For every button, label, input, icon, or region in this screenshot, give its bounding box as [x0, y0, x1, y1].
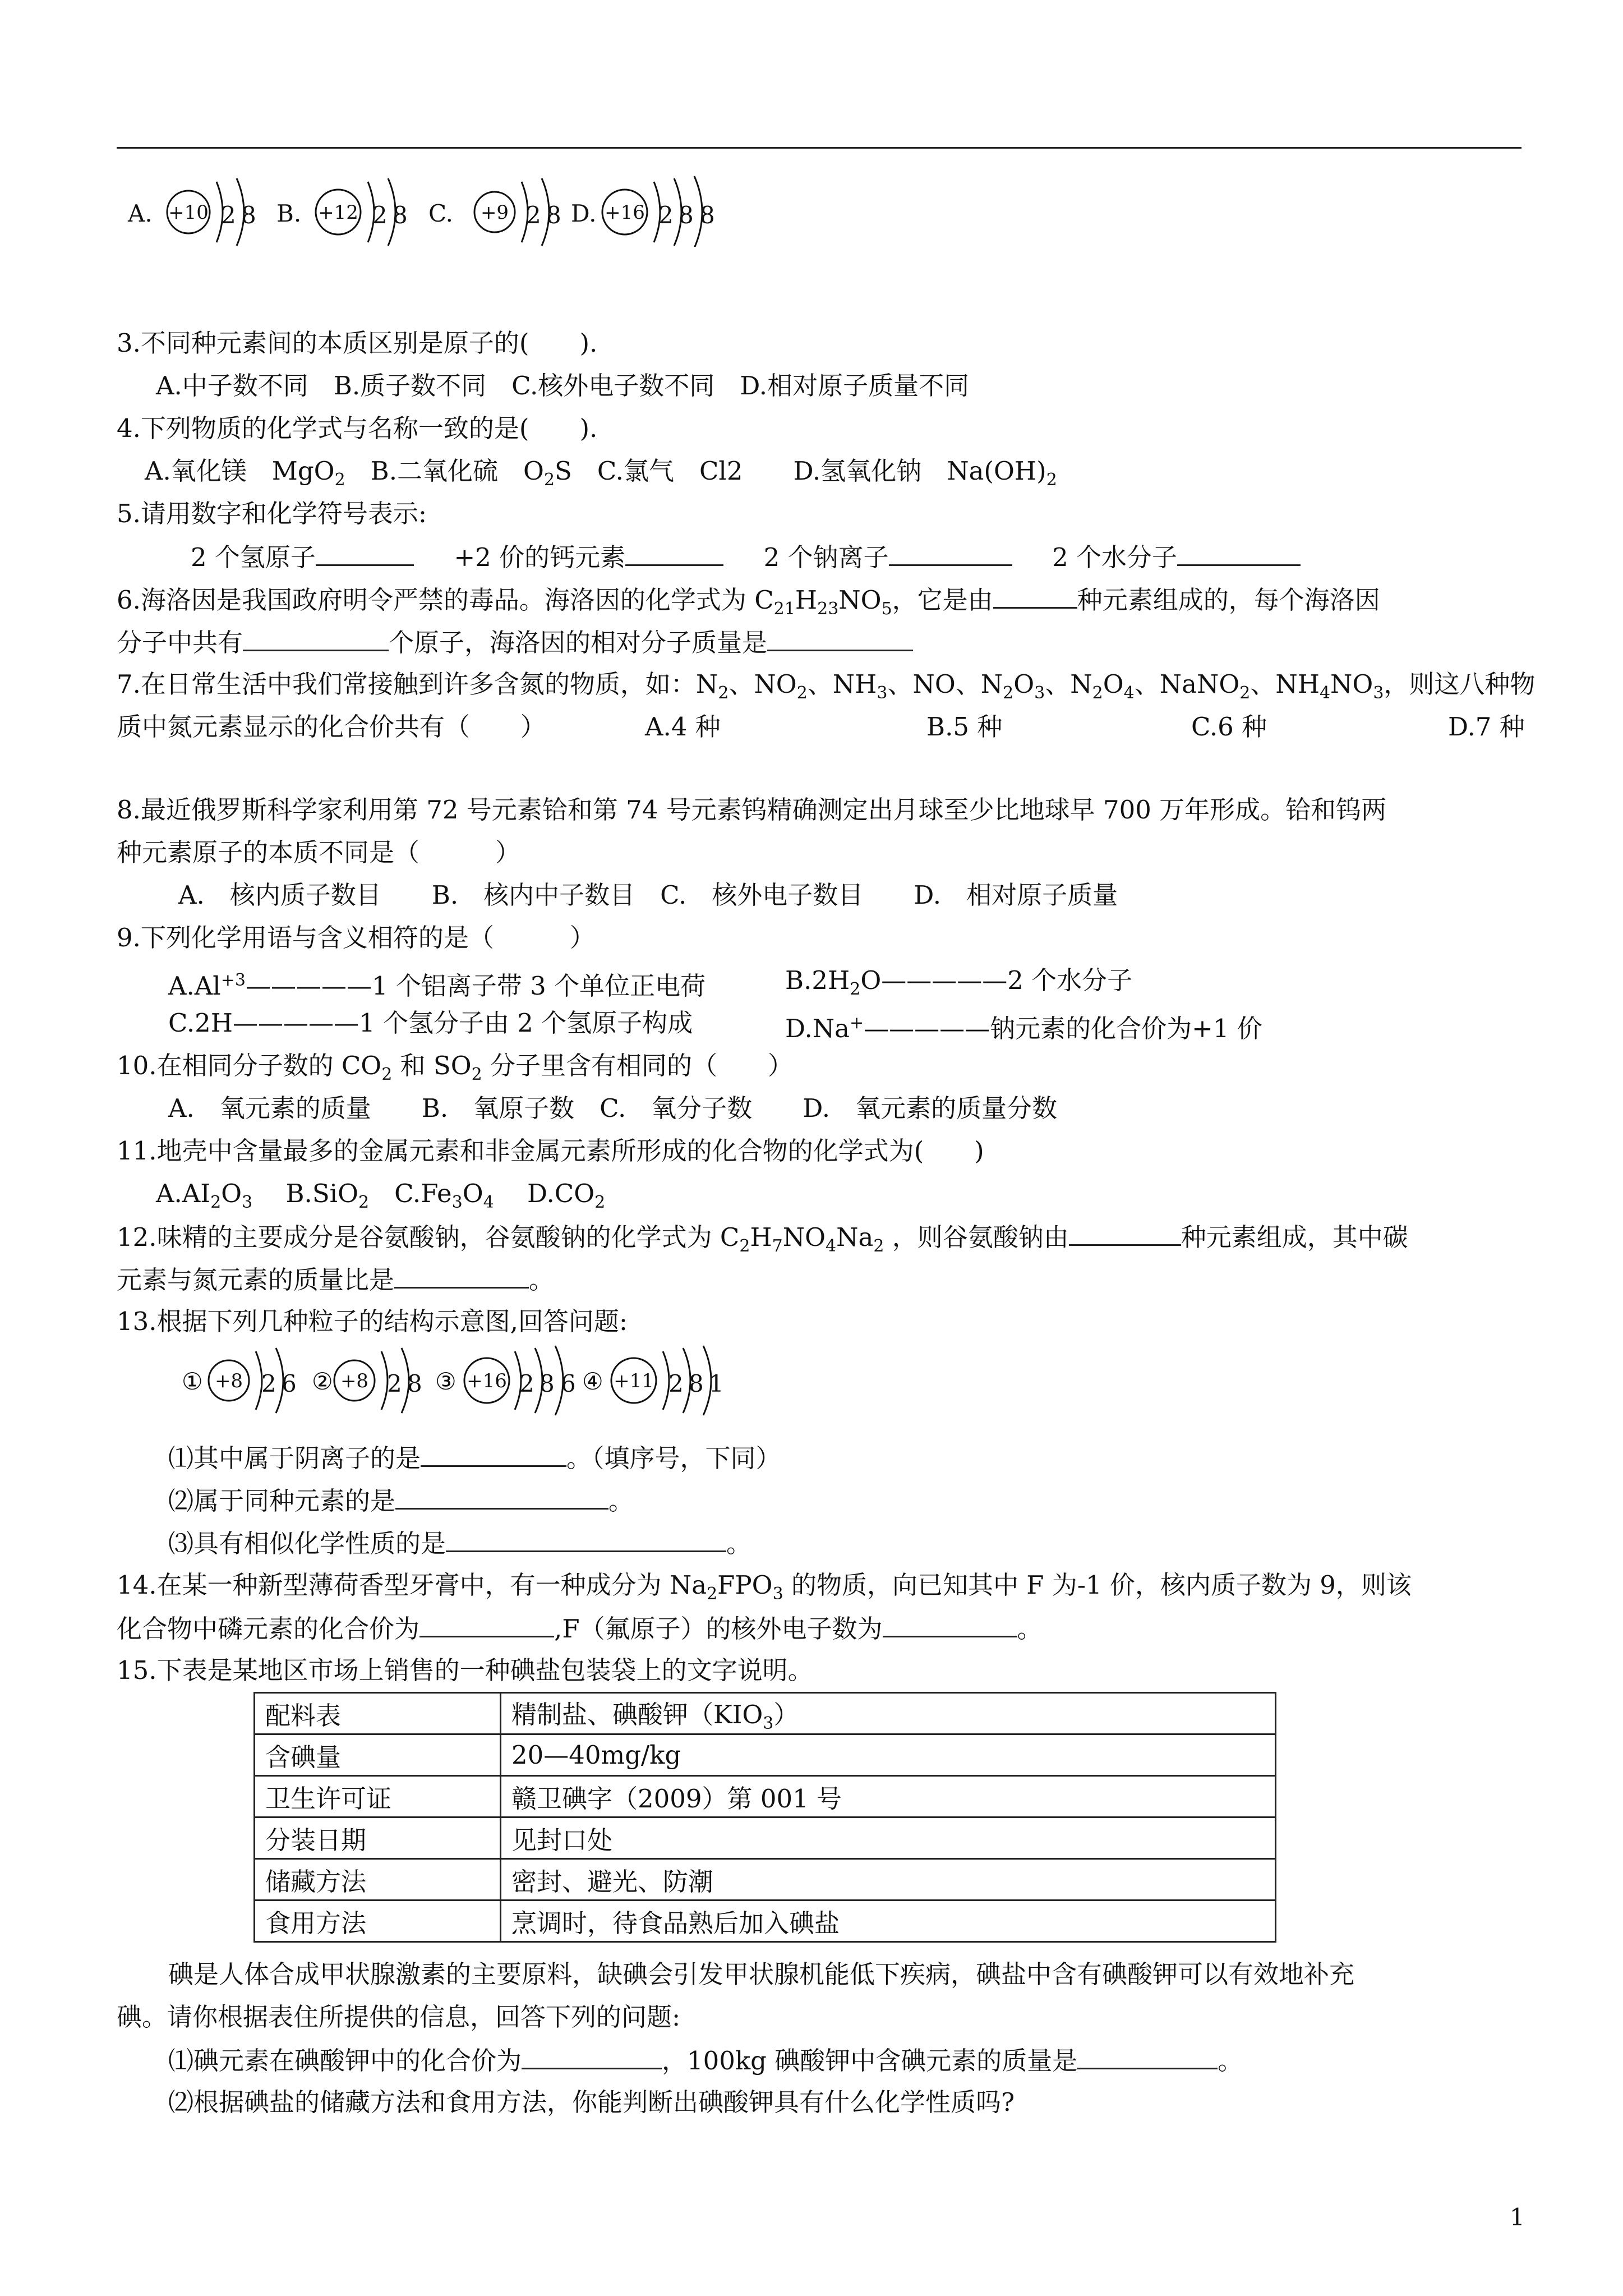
q13-stem: 13.根据下列几种粒子的结构示意图,回答问题: — [117, 1306, 628, 1336]
svg-text:2: 2 — [261, 1370, 276, 1397]
q5-item-3: 2 个钠离子 — [763, 542, 889, 572]
q3-stem: 3.不同种元素间的本质区别是原子的( ). — [117, 328, 598, 358]
svg-text:2: 2 — [372, 201, 388, 229]
svg-text:6: 6 — [561, 1370, 576, 1397]
q13-particle-4-label: ④ — [582, 1368, 603, 1395]
q6-line-2 — [117, 625, 913, 660]
q2-option-c-label: C. — [428, 200, 453, 227]
q15-sub-2: ⑵根据碘盐的储藏方法和食用方法，你能判断出碘酸钾具有什么化学性质吗? — [168, 2087, 1015, 2117]
svg-text:+11: +11 — [614, 1370, 654, 1392]
q14-line-2-a: 化合物中磷元素的化合价为 — [117, 1614, 420, 1644]
header-rule — [117, 147, 1521, 149]
q14-line-2 — [117, 1611, 1043, 1646]
q11-stem: 11.地壳中含量最多的金属元素和非金属元素所形成的化合物的化学式为( ) — [117, 1136, 984, 1166]
q13-particle-1-label: ① — [182, 1368, 203, 1395]
q11-options: $A.AI_2O_3$ B.SiO$_2$ $C.Fe_3O_4$ $D.CO_2$ — [156, 1179, 606, 1212]
table-row — [255, 1859, 1276, 1901]
table-cell: 赣卫碘字（2009）第 001 号 — [501, 1776, 1276, 1818]
q6-line-2-b: 个原子，海洛因的相对分子质量是 — [389, 628, 768, 657]
svg-text:1: 1 — [709, 1370, 724, 1397]
svg-text:8: 8 — [393, 201, 408, 229]
q10-options: A. 氧元素的质量 B. 氧原子数 C. 氧分子数 D. 氧元素的质量分数 — [168, 1093, 1058, 1123]
svg-text:+10: +10 — [168, 201, 209, 224]
svg-text:8: 8 — [700, 201, 715, 229]
q13-sub-1-b: 。（填序号，下同） — [566, 1443, 781, 1473]
svg-text:+16: +16 — [467, 1370, 507, 1392]
q13-sub-2-b: 。 — [608, 1486, 634, 1516]
q8-line-1: 8.最近俄罗斯科学家利用第 72 号元素铪和第 74 号元素钨精确测定出月球至少比地球早 700 万年形成。铪和钨两 — [117, 795, 1387, 825]
q3-options: A.中子数不同 B.质子数不同 C.核外电子数不同 D.相对原子质量不同 — [156, 371, 970, 401]
q4-stem: 4.下列物质的化学式与名称一致的是( ). — [117, 413, 598, 443]
q6-blank-2[interactable] — [243, 625, 389, 651]
q13-particle-diagrams — [179, 1343, 740, 1416]
q9-option-a: $A.Al^{+3}—————1$ 个铝离子带 3 个单位正电荷 — [168, 970, 706, 1001]
q5-stem: 5.请用数字和化学符号表示: — [117, 499, 427, 528]
q2-option-a-label: A. — [128, 200, 153, 227]
q4-options: A.氧化镁 MgO$_2$ B.二氧化硫 $O_2S$ C.氯气 Cl2 D.氢氧化钠 $Na(OH)_2$ — [145, 456, 1057, 490]
q12-blank-1[interactable] — [1069, 1220, 1181, 1246]
svg-text:+12: +12 — [318, 201, 358, 224]
q14-line-1: 14.在某一种新型薄荷香型牙膏中，有一种成分为 $Na_2FPO_3$ 的物质，向已知其中 F 为-1 价，核内质子数为 9，则该 — [117, 1570, 1412, 1604]
table-row — [255, 1776, 1276, 1818]
q15-paragraph-2: 碘。请你根据表住所提供的信息，回答下列的问题: — [117, 2002, 681, 2032]
q15-sub-1-a: ⑴碘元素在碘酸钾中的化合价为 — [168, 2046, 522, 2076]
q12-line-2 — [117, 1262, 554, 1297]
q12-line-2-a: 元素与氮元素的质量比是 — [117, 1265, 395, 1295]
svg-text:+8: +8 — [214, 1370, 243, 1392]
table-cell: 20—40mg/kg — [501, 1734, 1276, 1776]
table-row — [255, 1901, 1276, 1942]
svg-text:+8: +8 — [340, 1370, 369, 1392]
svg-text:2: 2 — [519, 1370, 534, 1397]
table-cell: 密封、避光、防潮 — [501, 1859, 1276, 1901]
q6-line-1: 6.海洛因是我国政府明令严禁的毒品。海洛因的化学式为 $C_{21}H_{23}NO_5$，它是由 种元素组成的，每个海洛因 — [117, 582, 1380, 626]
q5-blank-1[interactable] — [316, 540, 414, 566]
svg-text:8: 8 — [241, 201, 256, 229]
table-cell: 储藏方法 — [255, 1859, 501, 1901]
q12-line-1: 12.味精的主要成分是谷氨酸钠，谷氨酸钠的化学式为 $C_2H_7NO_4Na_2$ ，则谷氨酸钠由 种元素组成，其中碳 — [117, 1220, 1408, 1263]
q13-sub-3 — [168, 1526, 751, 1561]
q13-sub-3-a: ⑶具有相似化学性质的是 — [168, 1529, 446, 1558]
q12-line-1-tail: 种元素组成，其中碳 — [1181, 1222, 1408, 1252]
table-cell: 含碘量 — [255, 1734, 501, 1776]
q14-blank-2[interactable] — [883, 1611, 1017, 1637]
q10-stem: 10.在相同分子数的 $CO_2$ 和 $SO_2$ 分子里含有相同的（ ） — [117, 1051, 794, 1084]
q7-option-c: C.6 种 — [1191, 712, 1267, 742]
q6-line-1-tail: 种元素组成的，每个海洛因 — [1077, 585, 1380, 615]
svg-text:+16: +16 — [605, 201, 645, 224]
page-number: 1 — [1510, 2203, 1525, 2231]
table-row — [255, 1693, 1276, 1734]
q13-sub-3-b: 。 — [726, 1529, 752, 1558]
q5-blank-2[interactable] — [625, 540, 723, 566]
q13-blank-2[interactable] — [395, 1483, 608, 1510]
svg-text:+9: +9 — [480, 201, 509, 224]
q15-blank-1[interactable] — [522, 2043, 662, 2069]
q13-sub-1-a: ⑴其中属于阴离子的是 — [168, 1443, 421, 1473]
table-cell: 精制盐、碘酸钾$(KIO_3)$ — [501, 1693, 1276, 1734]
q5-blank-3[interactable] — [889, 540, 1012, 566]
svg-text:2: 2 — [658, 201, 674, 229]
q9-stem: 9.下列化学用语与含义相符的是（ ） — [117, 923, 595, 953]
q7-line-1: 7.在日常生活中我们常接触到许多含氮的物质，如：$N_2$、$NO_2$、$NH_3$、NO、$N_2O_3$、$N_2O_4$、NaNO$_2$、$NH_4NO_3$，则这八种物 — [117, 669, 1536, 703]
q7-option-d: D.7 种 — [1448, 712, 1525, 742]
q6-line-2-a: 分子中共有 — [117, 628, 243, 657]
table-row — [255, 1734, 1276, 1776]
q8-line-2: 种元素原子的本质不同是（ ） — [117, 838, 521, 867]
q9-option-b: $B.2H_2O—————2$ 个水分子 — [785, 965, 1133, 999]
q13-particle-2-label: ② — [312, 1368, 333, 1395]
q2-option-d-label: D. — [571, 200, 597, 227]
svg-text:2: 2 — [526, 201, 541, 229]
q12-line-2-b: 。 — [529, 1265, 555, 1295]
q14-blank-1[interactable] — [419, 1611, 554, 1637]
table-cell: 卫生许可证 — [255, 1776, 501, 1818]
q5-item-1: 2 个氢原子 — [191, 542, 316, 572]
table-cell: 烹调时，待食品熟后加入碘盐 — [501, 1901, 1276, 1942]
svg-text:2: 2 — [221, 201, 236, 229]
q13-sub-2-a: ⑵属于同种元素的是 — [168, 1486, 396, 1516]
q12-blank-2[interactable] — [394, 1262, 529, 1289]
q9-option-c: C.2H—————1 个氢分子由 2 个氢原子构成 — [168, 1008, 693, 1038]
q13-blank-3[interactable] — [446, 1526, 726, 1552]
table-cell: 配料表 — [255, 1693, 501, 1734]
q13-blank-1[interactable] — [421, 1441, 566, 1467]
svg-text:8: 8 — [689, 1370, 704, 1397]
q6-blank-1[interactable] — [993, 582, 1077, 609]
q9-option-d: D.Na+—————钠元素的化合价为+1 价 — [785, 1013, 1262, 1043]
q13-particle-3-label: ③ — [435, 1368, 457, 1395]
q5-blank-4[interactable] — [1177, 540, 1301, 566]
q15-sub-1-b: ，100kg 碘酸钾中含碘元素的质量是 — [662, 2046, 1078, 2076]
q15-stem: 15.下表是某地区市场上销售的一种碘盐包装袋上的文字说明。 — [117, 1655, 813, 1685]
svg-text:8: 8 — [407, 1370, 422, 1397]
table-cell: 分装日期 — [255, 1818, 501, 1859]
q15-blank-2[interactable] — [1077, 2043, 1218, 2069]
q14-line-2-b: ,F（氟原子）的核外电子数为 — [554, 1614, 883, 1644]
q2-option-b-label: B. — [276, 200, 302, 227]
q7-line-2: 质中氮元素显示的化合价共有（ ） — [117, 712, 546, 742]
svg-text:8: 8 — [679, 201, 694, 229]
svg-text:6: 6 — [282, 1370, 297, 1397]
q5-items — [191, 540, 1301, 574]
svg-text:2: 2 — [668, 1370, 684, 1397]
q8-options: A. 核内质子数目 B. 核内中子数目 C. 核外电子数目 D. 相对原子质量 — [178, 880, 1118, 910]
svg-text:2: 2 — [387, 1370, 402, 1397]
q13-sub-2 — [168, 1483, 634, 1518]
table-cell: 食用方法 — [255, 1901, 501, 1942]
q6-blank-3[interactable] — [767, 625, 913, 651]
q14-line-2-c: 。 — [1017, 1614, 1043, 1644]
iodized-salt-table — [253, 1692, 1276, 1943]
q7-option-b: B.5 种 — [926, 712, 1003, 742]
q7-option-a: A.4 种 — [645, 712, 721, 742]
svg-text:8: 8 — [540, 1370, 555, 1397]
q15-sub-1-c: 。 — [1218, 2046, 1243, 2076]
q5-item-4: 2 个水分子 — [1052, 542, 1178, 572]
table-row — [255, 1818, 1276, 1859]
q15-sub-1 — [168, 2043, 1243, 2078]
q5-item-2: +2 价的钙元素 — [454, 542, 626, 572]
q15-paragraph-1: 碘是人体合成甲状腺激素的主要原料，缺碘会引发甲状腺机能低下疾病，碘盐中含有碘酸钾可以有效地补充 — [168, 1959, 1355, 1989]
svg-text:8: 8 — [546, 201, 561, 229]
table-cell: 见封口处 — [501, 1818, 1276, 1859]
q2-atom-diagrams — [117, 174, 734, 247]
q13-sub-1 — [168, 1441, 781, 1475]
